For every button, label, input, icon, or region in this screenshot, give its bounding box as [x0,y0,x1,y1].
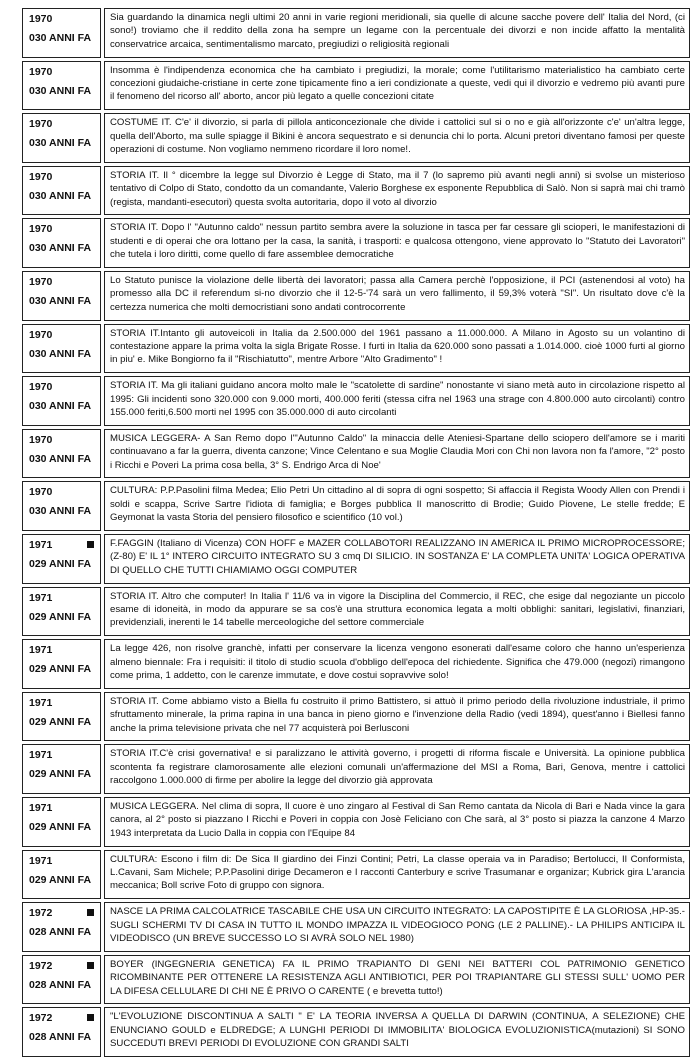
marker-square-icon [87,541,94,548]
year-cell [22,8,101,58]
year: 1972 [29,907,53,920]
marker-square-icon [87,1014,94,1021]
table-row [22,1007,690,1057]
year: 1970 [29,170,53,183]
entry-text: Sia guardando la dinamica negli ultimi 20 anni in varie regioni meridionali, sia quelle di alcune sacche povere dell' Italia del Nord, (ci sono!) troviamo che il reddito della zona ha sempre un legame con la percentuale dei divorzi e non incide affatto la mentalità conservatrice arcaica, sentimentalismo marcato, pregiudizi o religiosità regionali [104,8,690,58]
years-ago: 030 ANNI FA [29,137,92,150]
year: 1971 [29,801,53,814]
entry-text: STORIA IT.C'è crisi governativa! e si paralizzano le attività governo, i progetti di riforma fiscale e Università. La opinione pubblica scontenta fa registrare clamorosamente alle elezioni comunali un'affermazione del MSI a Roma, Bari, Genova, mentre i cattolici raccolgono 1.000.000 di firme per abolire la legge del divorzio già approvata [104,744,690,794]
year: 1970 [29,65,53,78]
table-row [22,955,690,1005]
years-ago: 028 ANNI FA [29,926,92,939]
year: 1971 [29,749,53,762]
table-row [22,324,690,374]
table-row [22,271,690,321]
years-ago: 030 ANNI FA [29,400,92,413]
table-row [22,692,690,742]
table-row [22,481,690,531]
entry-text: NASCE LA PRIMA CALCOLATRICE TASCABILE CHE USA UN CIRCUITO INTEGRATO: LA CAPOSTIPITE È LA GLORIOSA ,HP-35.- SUGLI SCHERMI TV DI CASA IN TUTTO IL MONDO IMPAZZA IL VIDEOGIOCO PONG (LE 2 PALLINE).- LA PHILIPS ANTICIPA IL VIDEODISCO (UN BREVE SUCCESSO LO SI AVRÀ SOLO NEL 1980) [104,902,690,952]
years-ago: 030 ANNI FA [29,505,92,518]
table-row [22,744,690,794]
entry-text: STORIA IT. Altro che computer! In Italia l' 11/6 va in vigore la Disciplina del Commercio, il REC, che esige dal negoziante un piccolo esame di idoneità, in modo da appurare se sa cos'è una struttura economica legata a molti obblighi: sanitari, legislativi, finanziari, previdenziali, inerenti le 14 tabelle merceologiche del settore commerciale [104,587,690,637]
table-row [22,376,690,426]
year-cell [22,534,101,584]
table-row [22,639,690,689]
entry-text: BOYER (INGEGNERIA GENETICA) FA IL PRIMO TRAPIANTO DI GENI NEI BATTERI COL PATRIMONIO GENETICO RICOMBINANTE PER OTTENERE LA RESISTENZA AGLI ANTIBIOTICI, PER POI TRAPIANTARE GLI STESSI SULL' UOMO PER LA DIFESA CELLULARE DI CHI NE È PRIVO O CARENTE ( e brevetta tutto!) [104,955,690,1005]
years-ago: 029 ANNI FA [29,557,92,570]
table-row [22,218,690,268]
year-cell [22,955,101,1005]
year-cell [22,324,101,374]
marker-square-icon [87,962,94,969]
year-cell [22,797,101,847]
year: 1971 [29,696,53,709]
entry-text: F.FAGGIN (Italiano di Vicenza) CON HOFF e MAZER COLLABOTORI REALIZZANO IN AMERICA IL PRIMO MICROPROCESSORE; (Z-80) E' IL 1° INTERO CIRCUITO INTEGRATO SU 3 cmq DI SILICIO. IN SOSTANZA E' LA COMPLETA UNITA' LOGICA OPERATIVA DI QUELLO CHE TUTTI CHIAMIAMO OGGI COMPUTER [104,534,690,584]
table-row [22,850,690,900]
year: 1970 [29,328,53,341]
year: 1972 [29,1012,53,1025]
years-ago: 030 ANNI FA [29,32,92,44]
years-ago: 030 ANNI FA [29,347,92,360]
years-ago: 029 ANNI FA [29,820,92,833]
years-ago: 030 ANNI FA [29,189,92,202]
year: 1970 [29,381,53,394]
table-row [22,587,690,637]
year-cell [22,271,101,321]
year-cell [22,429,101,479]
years-ago: 030 ANNI FA [29,294,92,307]
year: 1970 [29,223,53,236]
table-row [22,166,690,216]
year: 1970 [29,13,53,25]
entry-text: Lo Statuto punisce la violazione delle libertà dei lavoratori; passa alla Camera perchè l'opposizione, il PCI (astenendosi al voto) ha promesso alla DC il referendum si-no divorzio che il 12-5-'74 sarà un vero fallimento, il 59,3% voterà "SI". Un risultato dove c'è la certezza numerica che molti democristiani sono andati controcorrente [104,271,690,321]
year-cell [22,639,101,689]
entry-text: STORIA IT. Il ° dicembre la legge sul Divorzio è Legge di Stato, ma il 7 (lo sapremo più avanti negli anni) si svolse un misterioso tentativo di Colpo di Stato, condotto da un comandante, Valerio Borghese ex esponente Repubblica di Salò. Non si saprà mai chi tramò (regista, mandanti-esecutori) questa svolta autoritaria, dopo il voto al divorzio [104,166,690,216]
entry-text: MUSICA LEGGERA- A San Remo dopo l'"Autunno Caldo" la minaccia delle Ateniesi-Spartane dello sciopero dell'amore se i mariti continuavano a far la guerra, diventa canzone; Vince Celentano e sua Moglie Claudia Mori con Chi non lavora non fa l'amore, "2° posto i Ricchi e Poveri La prima cosa bella, 3° S. Endrigo Arca di Noe' [104,429,690,479]
year-cell [22,587,101,637]
years-ago: 028 ANNI FA [29,978,92,991]
marker-square-icon [87,909,94,916]
table-row [22,61,690,111]
entry-text: STORIA IT.Intanto gli autoveicoli in Italia da 2.500.000 del 1961 passano a 11.000.000. A Milano in Agosto su un volantino di contestazione appare la prima volta la sigla Brigate Rosse. I furti in Italia da 620.000 sono passati a 1.014.000. cioè 1000 furti al giorno in piu' e. Mike Bongiorno fa il "Rischiatutto", mentre Arbore "Alto Gradimento" ! [104,324,690,374]
years-ago: 029 ANNI FA [29,610,92,623]
entry-text: CULTURA: P.P.Pasolini filma Medea; Elio Petri Un cittadino al di sopra di ogni sospetto; Si affaccia il Regista Woody Allen con Prendi i soldi e scappa, Scrive Sartre l'idiota di famiglia; e Borges pubblica Il manoscritto di Brodie; Guido Piovene, Le stelle fredde; E Geymonat la vasta Storia del pensiero filosofico e scientifico (10 vol.) [104,481,690,531]
entry-text: STORIA IT. Come abbiamo visto a Biella fu costruito il primo Battistero, si attuò il primo periodo della rivoluzione industriale, il primo sfruttamento minerale, la prima rapina in una banca in pieno giorno e l'invenzione della Radio (vedi 1894), quest'anno i Biellesi fanno anche la prima televisione privata che nel 77 acquisterà poi Berlusconi [104,692,690,742]
years-ago: 029 ANNI FA [29,768,92,781]
year: 1970 [29,275,53,288]
year: 1971 [29,854,53,867]
year-cell [22,113,101,163]
entry-text: MUSICA LEGGERA. Nel clima di sopra, Il cuore è uno zingaro al Festival di San Remo cantata da Nicola di Bari e Nada vince la gara canora, al 2° posto si piazzano I Ricchi e Poveri in coppia con Josè Feliciano con Che sarà, al 3° posto si piazza la canzone 4 Marzo 1943 interpretata da Lucio Dalla in coppia con l'Equipe 84 [104,797,690,847]
years-ago: 030 ANNI FA [29,84,92,97]
year-cell [22,166,101,216]
year: 1970 [29,433,53,446]
year-cell [22,481,101,531]
year-cell [22,218,101,268]
years-ago: 028 ANNI FA [29,1031,92,1044]
entry-text: La legge 426, non risolve granchè, infatti per conservare la licenza vengono esonerati dall'esame coloro che hanno un'esperienza almeno biennale: Fra i requisiti: il titolo di studio scuola d'obbligo dell'epoca del richiedente. Significa che 479.000 (negozi) rimangono come prima, 1 addetto, con le carenze immutate, e dove costui sopravvive solo! [104,639,690,689]
year-cell [22,850,101,900]
entry-text: Insomma è l'indipendenza economica che ha cambiato i pregiudizi, la morale; come l'utilitarismo materialistico ha cambiato certe concezioni giudaiche-cristiane in certe zone tipicamente fino a ieri condizionate a queste, vedi qui il divorzio e vedremo più avanti pure il fenomeno del ricorso all' aborto, ancor più legato a quelle concezioni citate [104,61,690,111]
year: 1971 [29,644,53,657]
year-cell [22,902,101,952]
year-cell [22,1007,101,1057]
table-row [22,8,690,58]
years-ago: 029 ANNI FA [29,663,92,676]
years-ago: 030 ANNI FA [29,242,92,255]
year: 1971 [29,591,53,604]
year-cell [22,61,101,111]
entry-text: COSTUME IT. C'e' il divorzio, si parla di pillola anticoncezionale che divide i cattolici sul si o no e già all'orizzonte c'e' un'altra legge, quella dell'Aborto, ma sulle spiagge il Bikini è ancora sequestrato e si denuncia chi lo porta. Alcuni pretori diventano famosi per queste operazioni di costume. Non vogliamo nemmeno ricordare il loro nome!. [104,113,690,163]
year-cell [22,376,101,426]
entry-text: STORIA IT. Dopo l' "Autunno caldo" nessun partito sembra avere la soluzione in tasca per far cessare gli scioperi, le manifestazioni di studenti e di operai che ora lottano per la casa, la sanità, i trasporti: e qualcosa ottengono, viene approvato lo "Statuto dei Lavoratori" che tutela i loro diritti, come quello di fare assemblee democratiche [104,218,690,268]
entry-text: "L'EVOLUZIONE DISCONTINUA A SALTI " E' LA TEORIA INVERSA A QUELLA DI DARWIN (CONTINUA, A SELEZIONE) CHE ENUNCIANO GOULD e ELDREDGE; A LUNGHI PERIODI DI IMMOBILITA' BIOLOGICA EVOLUZIONISTICA(mutazioni) SI SONO SUCCEDUTI BREVI PERIODI DI EVOLUZIONE CON GRANDI SALTI [104,1007,690,1057]
table-row [22,429,690,479]
year-cell [22,744,101,794]
table-row [22,797,690,847]
years-ago: 029 ANNI FA [29,873,92,886]
year-cell [22,692,101,742]
table-row [22,902,690,952]
years-ago: 030 ANNI FA [29,452,92,465]
table-row [22,534,690,584]
year: 1970 [29,486,53,499]
year: 1972 [29,959,53,972]
table-row [22,113,690,163]
year: 1970 [29,118,53,131]
chronology-table [22,8,690,1060]
year: 1971 [29,538,53,551]
entry-text: CULTURA: Escono i film di: De Sica Il giardino dei Finzi Contini; Petri, La classe operaia va in Paradiso; Bertolucci, Il Conformista, L.Cavani, Sam Michele; P.P.Pasolini dirige Decameron e I racconti Canterbury e scrive Trasumanar e organizar; Kubrick gira L'arancia meccanica; Boll scrive Foto di gruppo con signora. [104,850,690,900]
years-ago: 029 ANNI FA [29,715,92,728]
entry-text: STORIA IT. Ma gli italiani guidano ancora molto male le "scatolette di sardine" nonostante vi siano metà auto in circolazione rispetto al 1995: Gli incidenti sono 320.000 con 9.000 morti, 400.000 feriti (stessa cifra nel 1963 una strage con 4.800.000 auto circolanti) contro 155.000 feriti,6.500 morti nel 1995 con 35.000.000 di auto circolanti [104,376,690,426]
